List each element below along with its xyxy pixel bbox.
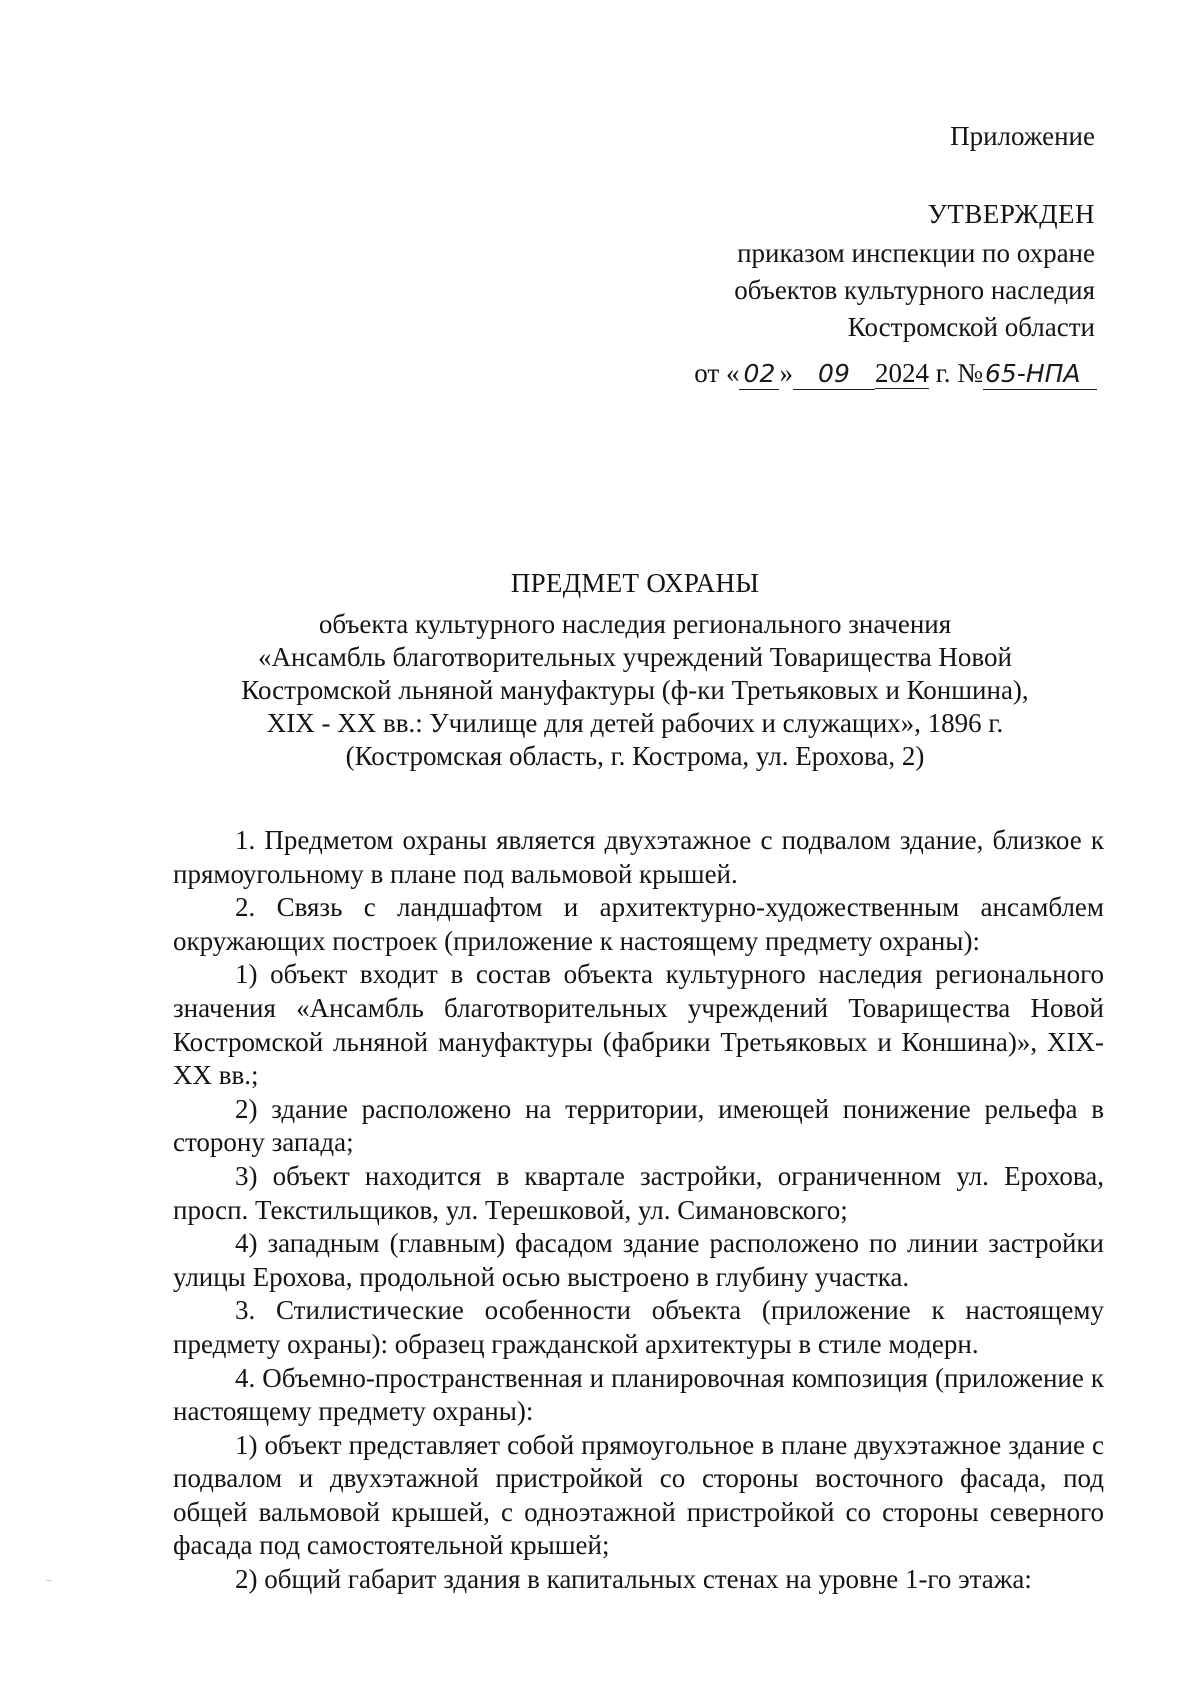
order-prefix: от «	[694, 358, 740, 388]
order-year-suffix: г. №	[928, 358, 983, 388]
document-title: ПРЕДМЕТ ОХРАНЫ	[510, 568, 760, 598]
title-line: «Ансамбль благотворительных учреждений Товарищества Новой	[258, 642, 1012, 672]
approval-line: Костромской области	[847, 312, 1095, 342]
paragraph: 1) объект входит в состав объекта культурного наследия регионального значения «Ансамбль благотворительных учреждений Товарищества Новой Костромской льняной мануфактуры (фабрики Третьяковых и Коншина)», XIX-XX вв.;	[173, 959, 1104, 1091]
paragraph: 2. Связь с ландшафтом и архитектурно-художественным ансамблем окружающих построек (приложение к настоящему предмету охраны):	[173, 892, 1104, 956]
paragraph: 2) общий габарит здания в капитальных стенах на уровне 1-го этажа:	[235, 1564, 1032, 1595]
approval-line: объектов культурного наследия	[734, 275, 1095, 305]
paragraph: 4) западным (главным) фасадом здание расположено по линии застройки улицы Ерохова, продольной осью выстроено в глубину участка.	[173, 1228, 1104, 1292]
paragraph: 3. Стилистические особенности объекта (приложение к настоящему предмету охраны): образец гражданской архитектуры в стиле модерн.	[173, 1295, 1104, 1359]
order-quote: »	[779, 358, 793, 388]
document-title-block	[170, 567, 1100, 773]
title-line: XIX - XX вв.: Училище для детей рабочих и служащих», 1896 г.	[266, 708, 1004, 738]
order-month: 09	[818, 359, 850, 388]
approval-line: приказом инспекции по охране	[737, 238, 1095, 268]
paragraph: 3) объект находится в квартале застройки, ограниченном ул. Ерохова, просп. Текстильщиков, ул. Терешковой, ул. Симановского;	[173, 1160, 1104, 1225]
order-number: 65-НПА	[985, 359, 1081, 388]
appendix-label	[950, 118, 1095, 155]
approval-block	[734, 196, 1095, 346]
scan-mark	[46, 1580, 52, 1581]
approved-heading: УТВЕРЖДЕН	[927, 199, 1095, 229]
appendix-text: Приложение	[950, 121, 1095, 151]
title-line: Костромской льняной мануфактуры (ф-ки Третьяковых и Коншина),	[241, 675, 1029, 705]
order-year: 2024	[874, 358, 929, 388]
document-body	[173, 824, 1104, 1597]
title-line: объекта культурного наследия регионального значения	[318, 609, 952, 639]
paragraph: 4. Объемно-пространственная и планировочная композиция (приложение к настоящему предмету охраны):	[173, 1362, 1104, 1427]
paragraph: 1) объект представляет собой прямоугольное в плане двухэтажное здание с подвалом и двухэтажной пристройкой со стороны восточного фасада, под общей вальмовой крышей, с одноэтажной пристройкой со стороны северного фасада под самостоятельной крышей;	[173, 1429, 1104, 1561]
paragraph: 1. Предметом охраны является двухэтажное с подвалом здание, близкое к прямоугольному в плане под вальмовой крышей.	[173, 825, 1104, 889]
order-date-number	[694, 355, 1097, 392]
title-line: (Костромская область, г. Кострома, ул. Ерохова, 2)	[345, 741, 925, 771]
paragraph: 2) здание расположено на территории, имеющей понижение рельефа в сторону запада;	[173, 1093, 1104, 1158]
order-day: 02	[743, 359, 776, 388]
